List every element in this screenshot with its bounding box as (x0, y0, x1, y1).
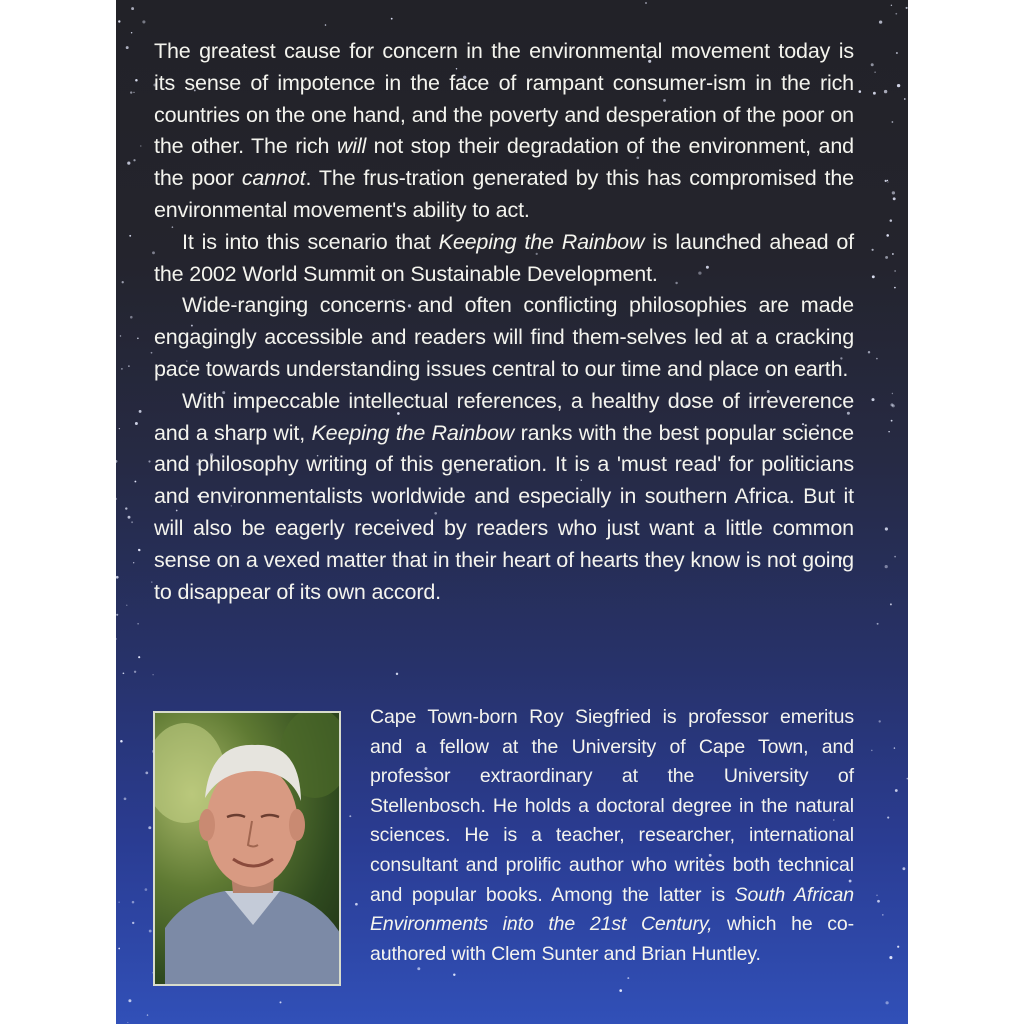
star (874, 71, 876, 73)
star (897, 84, 900, 87)
star (139, 410, 142, 413)
star (895, 789, 898, 792)
blurb-text (154, 36, 854, 608)
star (872, 249, 874, 251)
star (147, 1014, 148, 1015)
star (894, 556, 896, 558)
star (135, 79, 138, 82)
star (280, 1001, 282, 1003)
star (126, 605, 127, 606)
star (886, 234, 889, 237)
star (135, 422, 138, 425)
star (879, 720, 881, 722)
star (355, 903, 358, 906)
star (396, 673, 398, 675)
star (877, 900, 880, 903)
star (896, 52, 898, 54)
star (897, 946, 899, 948)
star (127, 1022, 128, 1023)
star (118, 948, 120, 950)
star (893, 197, 896, 200)
star (118, 20, 120, 22)
star (894, 747, 895, 748)
blurb-paragraph-1: The greatest cause for concern in the environmental movement today is its sense of impotence in the face of rampant consumer-ism in the rich countries on the one hand, and the poverty and desperation of the poor on the other. The rich will not stop their degradation of the environment, and the poor cannot. The frus-tration generated by this has compromised the environmental movement's ability to act. (154, 39, 854, 222)
author-bio: Cape Town-born Roy Siegfried is professor emeritus and a fellow at the University of Cape Town, and professor extraordinary at the University of Stellenbosch. He holds a doctoral degree in the natural sciences. He is a teacher, researcher, international consultant and prolific author who writes both technical and popular books. Among the latter is South African Environments into the 21st Century, which he co-authored with Clem Sunter and Brian Huntley. (370, 706, 855, 965)
star (129, 235, 131, 237)
star (892, 121, 894, 123)
star (116, 638, 117, 639)
star (128, 365, 130, 367)
star (116, 614, 118, 616)
star (131, 521, 133, 523)
book-title: Keeping the Rainbow (438, 229, 645, 254)
star (885, 180, 887, 182)
star (127, 161, 130, 164)
star (906, 7, 908, 9)
star (885, 527, 888, 530)
star (134, 481, 136, 483)
star (889, 956, 892, 959)
star (140, 145, 141, 146)
star (888, 431, 889, 432)
star (145, 888, 148, 891)
star (876, 895, 878, 897)
star (123, 672, 125, 674)
star (877, 623, 879, 625)
blurb-paragraph-4: With impeccable intellectual references, a healthy dose of irreverence and a sharp wit, Keeping the Rainbow ranks with the best popular science and philosophy writing of this generation. It is a 'must read' for politicians and environmentalists worldwide and especially in southern Africa. But it will also be eagerly received by readers who just want a little common sense on a vexed matter that in their heart of hearts they know is not going to disappear of its own accord. (154, 388, 854, 604)
star (885, 565, 888, 568)
star (148, 460, 150, 462)
star (871, 63, 874, 66)
star (128, 999, 131, 1002)
star (645, 2, 647, 4)
star (128, 516, 131, 519)
star (116, 576, 119, 579)
star (873, 92, 876, 95)
star (876, 358, 878, 360)
star (132, 922, 134, 924)
star (133, 159, 135, 161)
star (137, 623, 139, 625)
star (868, 351, 870, 353)
star (134, 671, 136, 673)
star (138, 549, 140, 551)
star (148, 826, 151, 829)
star (138, 656, 140, 658)
star (122, 281, 124, 283)
star (121, 368, 123, 370)
star (349, 815, 351, 817)
star (116, 460, 117, 463)
star (892, 393, 893, 394)
star (152, 674, 153, 675)
blurb-paragraph-3: Wide-ranging concerns and often conflicting philosophies are made engagingly accessible and readers will find them-selves led at a cracking pace towards understanding issues central to our time and place on earth. (154, 293, 854, 381)
star (130, 91, 132, 93)
star (131, 7, 134, 10)
star (892, 253, 894, 255)
star (894, 287, 896, 289)
star (131, 32, 132, 33)
book-title: Keeping the Rainbow (311, 420, 515, 445)
star (892, 191, 895, 194)
star (119, 428, 120, 429)
star (894, 270, 895, 271)
star (151, 352, 153, 354)
star (391, 18, 393, 20)
star (130, 316, 133, 319)
star (890, 219, 893, 222)
star (142, 20, 145, 23)
star (126, 46, 129, 49)
star (125, 507, 127, 509)
star (627, 977, 629, 979)
star (887, 181, 888, 182)
star (859, 90, 862, 93)
star (902, 867, 905, 870)
star (871, 398, 874, 401)
star (871, 750, 873, 752)
star (872, 275, 875, 278)
star (887, 180, 888, 181)
star (907, 778, 908, 780)
star (895, 13, 897, 15)
star (885, 256, 888, 259)
star (124, 797, 127, 800)
star (149, 930, 152, 933)
star (133, 92, 134, 93)
star (145, 772, 148, 775)
star (879, 20, 882, 23)
star (325, 24, 327, 26)
star (885, 1001, 888, 1004)
star (453, 974, 455, 976)
star (120, 740, 123, 743)
star (137, 338, 139, 340)
star (892, 404, 895, 407)
star (890, 603, 892, 605)
star (132, 901, 135, 904)
star (133, 562, 134, 563)
star (619, 989, 622, 992)
bio-book-title: South African Environments into the 21st Century, (370, 883, 854, 936)
book-back-cover (116, 0, 908, 1024)
star (884, 90, 887, 93)
author-photo (153, 711, 341, 986)
star (151, 581, 152, 582)
star (882, 914, 884, 916)
star (120, 335, 121, 336)
star (891, 420, 893, 422)
star (887, 817, 889, 819)
star (116, 498, 117, 500)
star (118, 902, 119, 903)
blurb-paragraph-2: It is into this scenario that Keeping the Rainbow is launched ahead of the 2002 World Summit on Sustainable Development. (154, 229, 854, 286)
star (891, 5, 892, 6)
star (904, 98, 906, 100)
